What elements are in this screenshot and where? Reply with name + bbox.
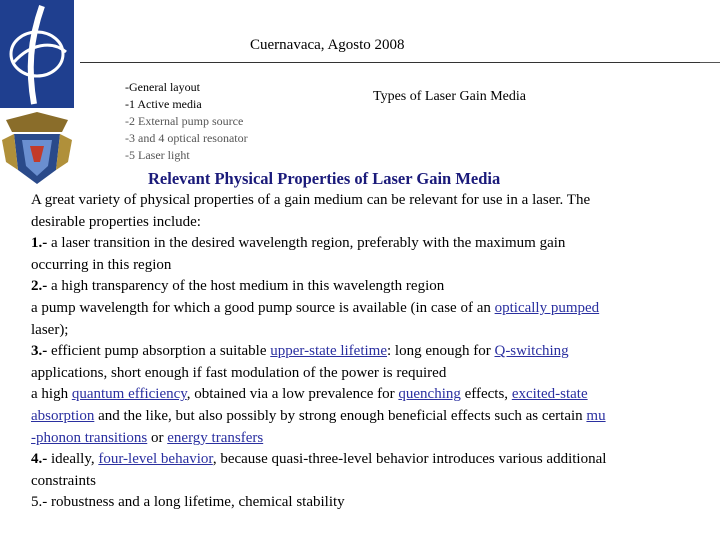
body-line: 3.- efficient pump absorption a suitable upper-state lifetime: long enough for Q-switching [31, 343, 569, 360]
body-line: a pump wavelength for which a good pump source is available (in case of an optically pumped [31, 299, 600, 316]
body-line: occurring in this region [31, 256, 172, 273]
outline-item-laser-light[interactable]: -5 Laser light [125, 148, 190, 162]
link-upper-state-lifetime[interactable]: upper-state lifetime [270, 343, 387, 360]
body-line: applications, short enough if fast modulation of the power is required [31, 364, 447, 381]
item-number: 1.- [31, 235, 48, 252]
link-energy-transfers[interactable]: energy transfers [167, 429, 264, 446]
body-line: 2.- a high transparency of the host medium in this wavelength region [31, 278, 445, 295]
link-q-switching[interactable]: Q-switching [494, 343, 569, 360]
body-line: 1.- a laser transition in the desired wavelength region, preferably with the maximum gain [31, 235, 566, 252]
outline-item-general-layout[interactable]: -General layout [125, 80, 200, 94]
slide-subtitle: Types of Laser Gain Media [373, 89, 526, 104]
header-divider [80, 62, 720, 63]
outline-item-pump-source[interactable]: -2 External pump source [125, 114, 244, 128]
link-quenching[interactable]: quenching [398, 386, 461, 403]
body-line: absorption and the like, but also possibly by strong enough beneficial effects such as certain mu [31, 407, 606, 424]
link-optically-pumped[interactable]: optically pumped [494, 299, 600, 316]
link-absorption[interactable]: absorption [31, 407, 95, 424]
outline-item-optical-resonator[interactable]: -3 and 4 optical resonator [125, 131, 248, 145]
header-divider-end [700, 62, 720, 63]
body-line: -phonon transitions or energy transfers [31, 429, 264, 446]
body-line: desirable properties include: [31, 213, 201, 230]
body-line: laser); [31, 321, 69, 338]
header-date: Cuernavaca, Agosto 2008 [250, 37, 405, 53]
item-number: 4.- [31, 451, 48, 468]
outline-item-active-media[interactable]: -1 Active media [125, 97, 202, 111]
university-seal-logo [0, 110, 74, 188]
item-number: 2.- [31, 278, 48, 295]
link-phonon-transitions[interactable]: -phonon transitions [31, 429, 148, 446]
link-four-level-behavior[interactable]: four-level behavior [98, 451, 213, 468]
link-quantum-efficiency[interactable]: quantum efficiency [71, 386, 187, 403]
item-number: 3.- [31, 343, 48, 360]
body-line: a high quantum efficiency, obtained via a low prevalence for quenching effects, excited-state [31, 386, 588, 403]
link-multi-phonon[interactable]: mu [586, 407, 606, 424]
body-line: A great variety of physical properties of a gain medium can be relevant for use in a laser. The [31, 192, 591, 208]
institute-logo [0, 0, 74, 108]
slide-title: Relevant Physical Properties of Laser Gain Media [148, 169, 501, 188]
body-line: 5.- robustness and a long lifetime, chemical stability [31, 494, 345, 511]
section-outline [125, 79, 248, 164]
body-line: constraints [31, 472, 96, 489]
link-excited-state[interactable]: excited-state [511, 386, 588, 403]
body-line: 4.- ideally, four-level behavior, because quasi-three-level behavior introduces various additional [31, 451, 607, 468]
slide-body [31, 190, 720, 514]
